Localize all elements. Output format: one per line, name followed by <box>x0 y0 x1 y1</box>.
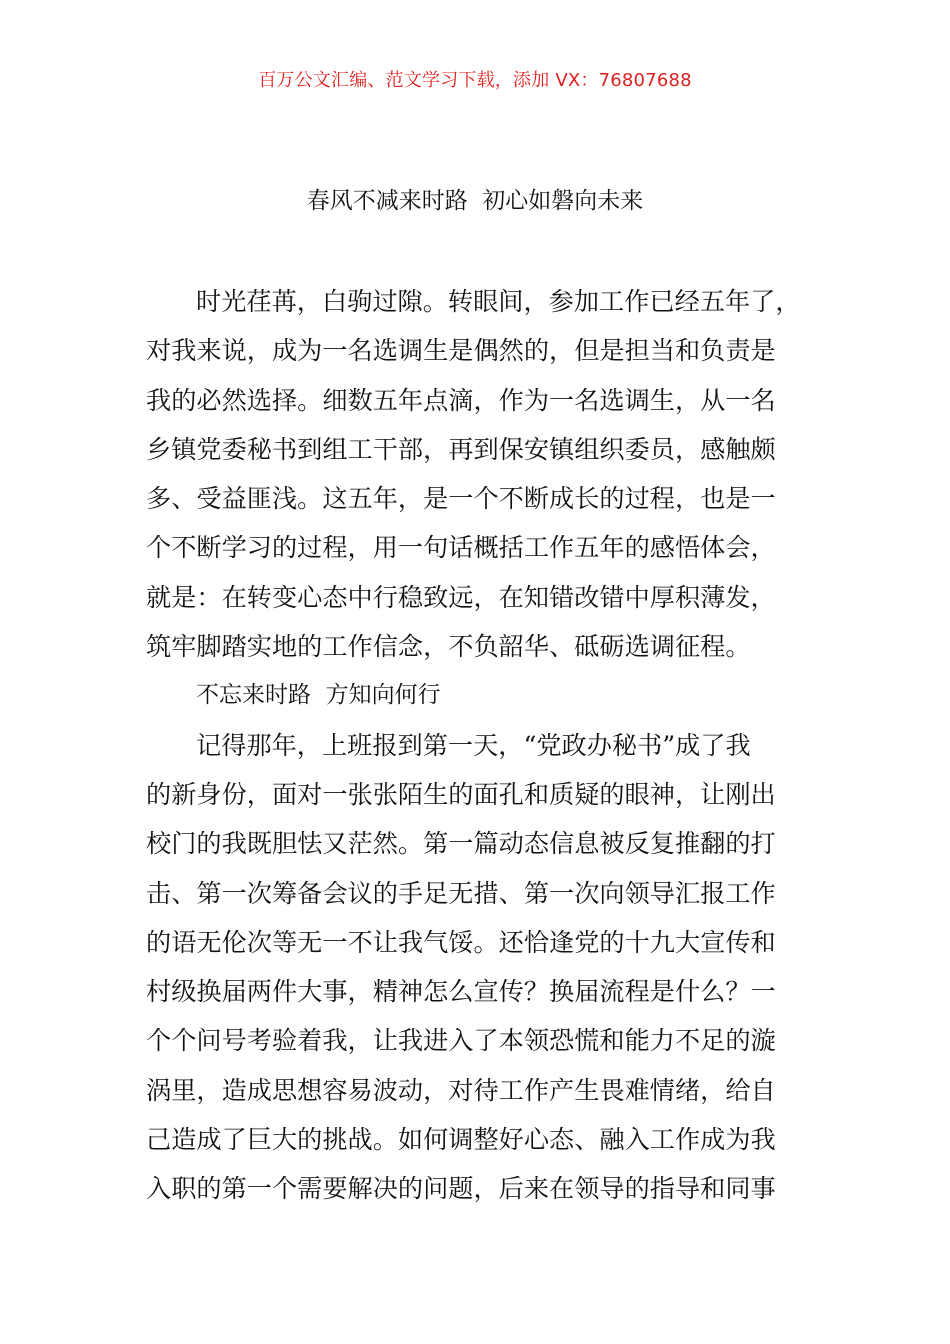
paragraph-1-line: 对我来说，成为一名选调生是偶然的，但是担当和负责是 <box>146 336 776 366</box>
paragraph-2-line: 的新身份，面对一张张陌生的面孔和质疑的眼神，让刚出 <box>146 779 776 809</box>
paragraph-2-line: 个个问号考验着我，让我进入了本领恐慌和能力不足的漩 <box>146 1026 776 1056</box>
paragraph-1-line: 就是：在转变心态中行稳致远，在知错改错中厚积薄发， <box>146 582 776 612</box>
paragraph-2-line: 击、第一次筹备会议的手足无措、第一次向领导汇报工作 <box>146 878 776 908</box>
section-heading: 不忘来时路 方知向何行 <box>196 682 441 709</box>
paragraph-1-line: 筑牢脚踏实地的工作信念，不负韶华、砥砺选调征程。 <box>146 632 751 662</box>
paragraph-1-line: 乡镇党委秘书到组工干部，再到保安镇组织委员，感触颇 <box>146 434 776 464</box>
header-banner: 百万公文汇编、范文学习下载，添加 VX：76807688 <box>258 70 692 91</box>
paragraph-2-line: 己造成了巨大的挑战。如何调整好心态、融入工作成为我 <box>146 1125 776 1155</box>
paragraph-2-line: 记得那年，上班报到第一天，“党政办秘书”成了我 <box>196 730 751 760</box>
paragraph-1-line: 时光荏苒，白驹过隙。转眼间，参加工作已经五年了， <box>196 287 801 316</box>
paragraph-1-line: 我的必然选择。细数五年点滴，作为一名选调生，从一名 <box>146 385 776 415</box>
document-body <box>146 277 832 1214</box>
paragraph-1-line: 个不断学习的过程，用一句话概括工作五年的感悟体会， <box>146 533 776 563</box>
paragraph-2-line: 涡里，造成思想容易波动，对待工作产生畏难情绪，给自 <box>146 1075 776 1105</box>
paragraph-2-line: 入职的第一个需要解决的问题，后来在领导的指导和同事 <box>146 1174 776 1204</box>
paragraph-2-line: 的语无伦次等无一不让我气馁。还恰逢党的十九大宣传和 <box>146 927 776 957</box>
paragraph-1-line: 多、受益匪浅。这五年，是一个不断成长的过程，也是一 <box>146 484 776 514</box>
paragraph-2-line: 校门的我既胆怯又茫然。第一篇动态信息被反复推翻的打 <box>146 829 776 859</box>
document-title: 春风不减来时路 初心如磐向未来 <box>306 188 644 214</box>
paragraph-2-line: 村级换届两件大事，精神怎么宣传？换届流程是什么？一 <box>146 977 776 1007</box>
